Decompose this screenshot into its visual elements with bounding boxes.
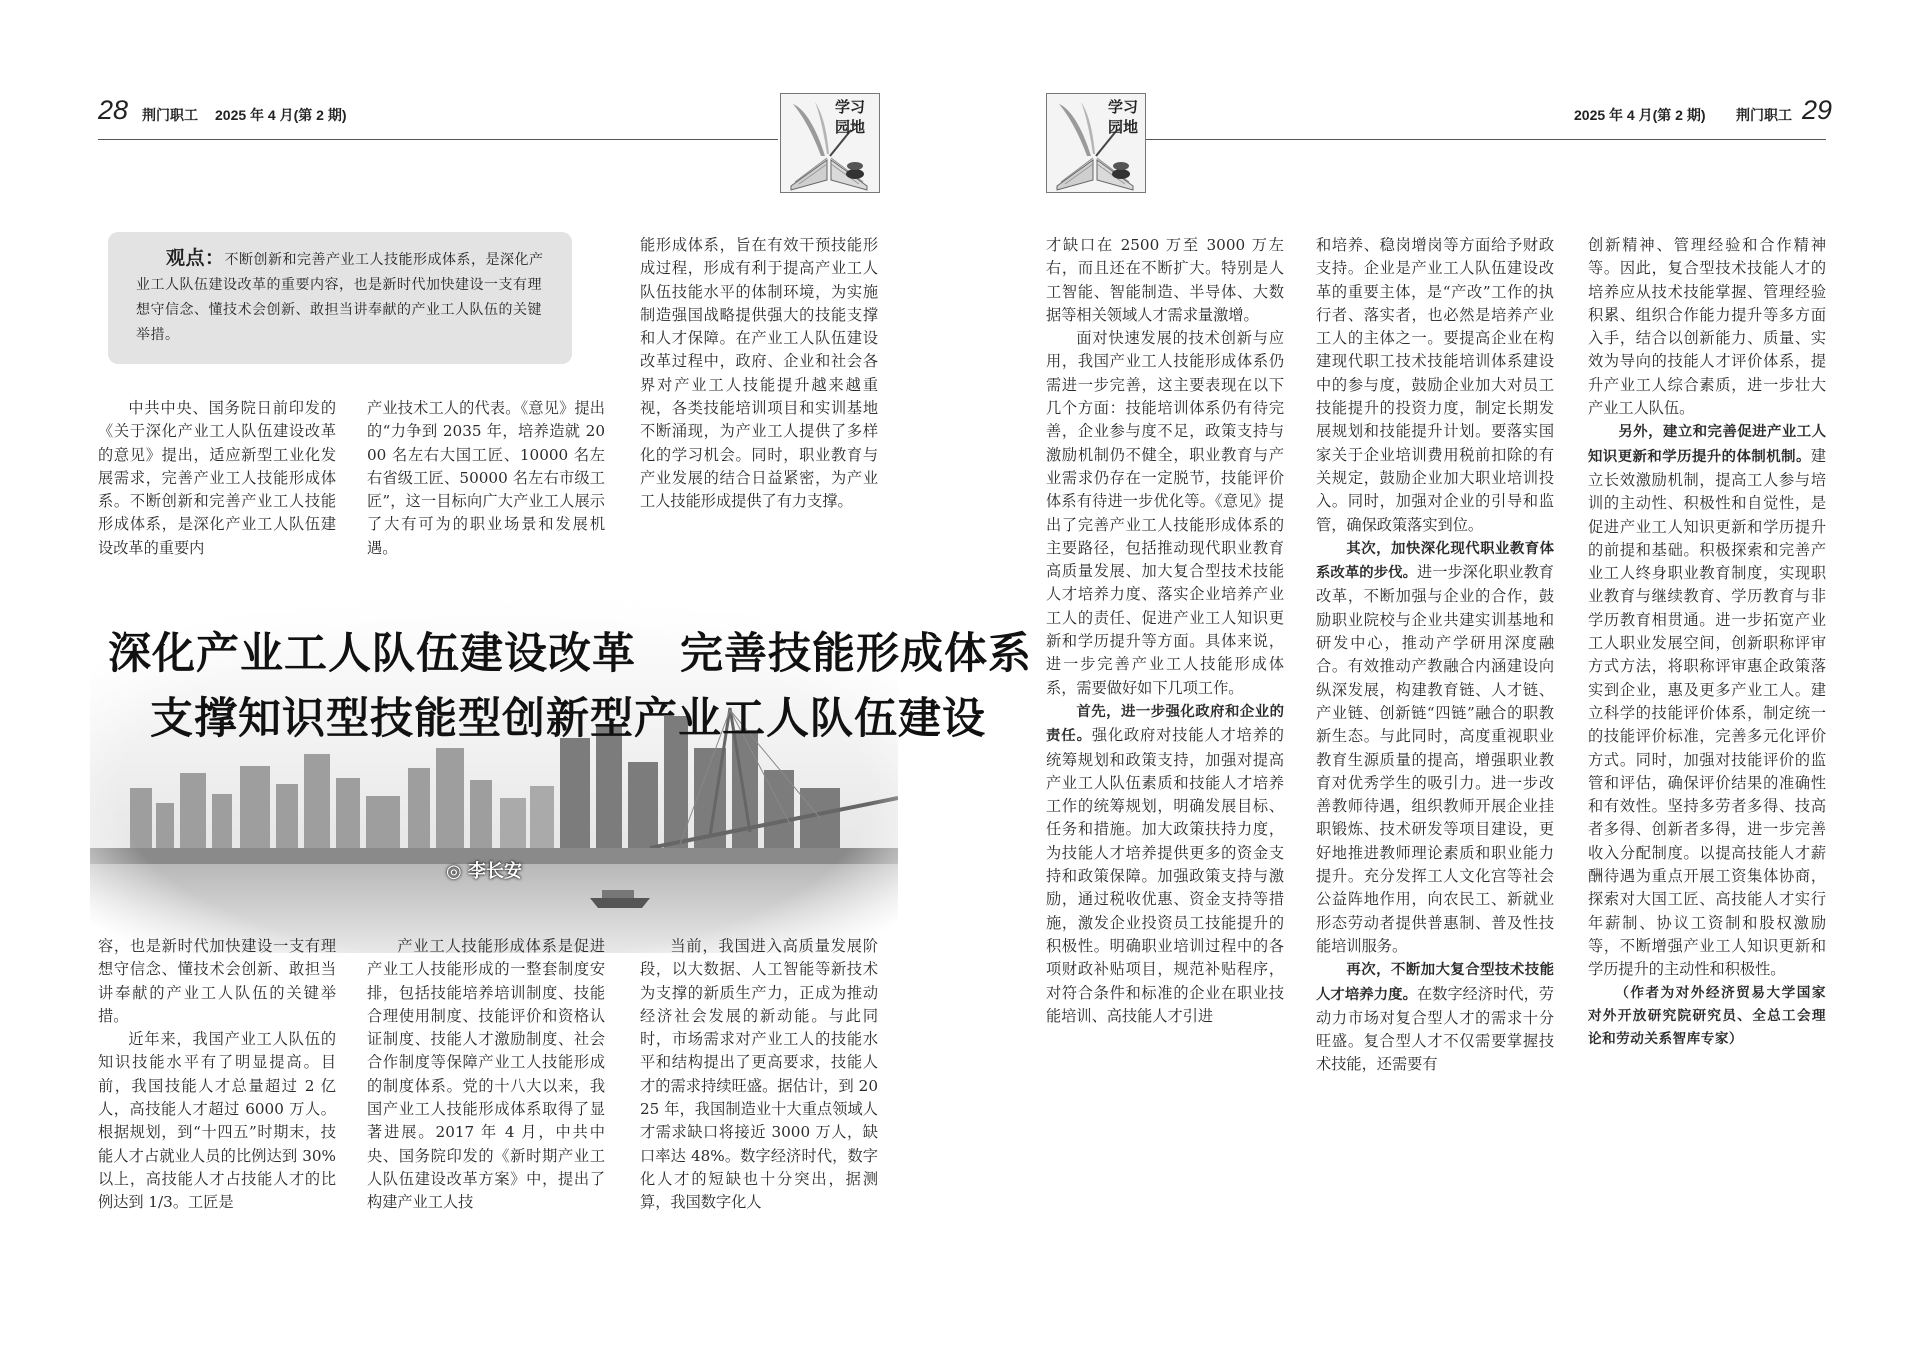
section-heading-fourth: 另外，建立和完善促进产业工人知识更新和学历提升的体制机制。 xyxy=(1588,424,1826,465)
section-logo-label-line1-right: 学习 xyxy=(1108,99,1139,116)
section-logo-label-line2-right: 园地 xyxy=(1108,119,1139,136)
article-byline: ◎ 李长安 xyxy=(446,861,522,882)
section-logo-label-line1: 学习 xyxy=(835,99,866,116)
viewpoint-text: 不断创新和完善产业工人技能形成体系，是深化产业工人队伍建设改革的重要内容，也是新时代加快建设一支有理想守信念、懂技术会创新、敢担当讲奉献的产业工人队伍的关键举措。 xyxy=(136,252,544,343)
paragraph xyxy=(1046,700,1284,1028)
left-col2-top xyxy=(367,397,605,560)
section-heading-third: 再次，不断加大复合型技术技能人才培养力度。 xyxy=(1316,962,1554,1003)
paragraph: 产业工人技能形成体系是促进产业工人技能形成的一整套制度安排，包括技能培养培训制度、技能合理使用制度、技能评价和资格认证制度、技能人才激励制度、社会合作制度等保障产业工人技能形成的制度体系。党的十八大以来，我国产业工人技能形成体系取得了显著进展。2017 年 4 月，中共中央、国务院印发的《新时期产业工人队伍建设改革方案》中，提出了构建产业工人技 xyxy=(367,937,605,1212)
author-note: （作者为对外经济贸易大学国家对外开放研究院研究员、全总工会理论和劳动关系智库专家） xyxy=(1588,984,1826,1048)
right-publication-name: 荆门职工 xyxy=(1736,107,1792,123)
section-heading-first: 首先，进一步强化政府和企业的责任。 xyxy=(1046,703,1284,745)
left-issue-date: 2025 年 4 月(第 2 期) xyxy=(215,107,347,123)
paragraph: 和培养、稳岗增岗等方面给予财政支持。企业是产业工人队伍建设改革的重要主体，是“产改”工作的执行者、落实者，也必然是培养产业工人的主体之一。要提高企业在构建现代职工技术技能培训体系建设中的参与度，鼓励企业加大对员工技能提升的投资力度，制定长期发展规划和技能提升计划。要落实国家关于企业培训费用税前扣除的有关规定，鼓励企业加大职业培训投入。同时，加强对企业的引导和监管，确保政策落实到位。 xyxy=(1316,236,1554,534)
left-col1-top xyxy=(98,397,336,560)
paragraph xyxy=(1316,537,1554,958)
paragraph: 容，也是新时代加快建设一支有理想守信念、懂技术会创新、敢担当讲奉献的产业工人队伍的关键举措。 xyxy=(98,937,336,1025)
paragraph-text: 在数字经济时代，劳动力市场对复合型人才的需求十分旺盛。复合型人才不仅需要掌握技术技能，还需要有 xyxy=(1316,984,1554,1074)
paragraph: 面对快速发展的技术创新与应用，我国产业工人技能形成体系仍需进一步完善，这主要表现在以下几个方面：技能培训体系仍有待完善，企业参与度不足，政策支持与激励机制仍不健全，职业教育与产业需求仍存在一定脱节，技能评价体系有待进一步优化等。《意见》提出了完善产业工人技能形成体系的主要路径，包括推动现代职业教育高质量发展、加大复合型技术技能人才培养力度、落实企业培养产业工人的责任、促进产业工人知识更新和学历提升等方面。具体来说，进一步完善产业工人技能形成体系，需要做好如下几项工作。 xyxy=(1046,329,1284,697)
right-col2 xyxy=(1316,234,1554,1077)
paragraph xyxy=(1316,958,1554,1076)
viewpoint-text-block xyxy=(136,246,550,348)
left-col2-bottom xyxy=(367,935,605,1215)
right-header-rule xyxy=(1146,139,1826,140)
paragraph: 创新精神、管理经验和合作精神等。因此，复合型技术技能人才的培养应从技术技能掌握、管理经验积累、组织合作能力提升等多方面入手，结合以创新能力、质量、实效为导向的技能人才评价体系，提升产业工人综合素质，进一步壮大产业工人队伍。 xyxy=(1588,236,1826,418)
section-logo-label-line2: 园地 xyxy=(835,119,866,136)
paragraph: 产业技术工人的代表。《意见》提出的“力争到 2035 年，培养造就 2000 名左右大国工匠、10000 名左右省级工匠、50000 名左右市级工匠”，这一目标向广大产业工人展示了大有可为的职业场景和发展机遇。 xyxy=(367,399,605,557)
right-issue-date: 2025 年 4 月(第 2 期) xyxy=(1574,107,1706,123)
left-col3-bottom xyxy=(640,935,878,1215)
paragraph: 才缺口在 2500 万至 3000 万左右，而且还在不断扩大。特别是人工智能、智能制造、半导体、大数据等相关领域人才需求量激增。 xyxy=(1046,236,1284,324)
right-col1 xyxy=(1046,234,1284,1028)
paragraph: 当前，我国进入高质量发展阶段，以大数据、人工智能等新技术为支撑的新质生产力，正成为推动经济社会发展的新动能。与此同时，市场需求对产业工人的技能水平和结构提出了更高要求，技能人才的需求持续旺盛。据估计，到 2025 年，我国制造业十大重点领域人才需求缺口将接近 3000 万人，缺口率达 48%。数字经济时代，数字化人才的短缺也十分突出，据测算，我国数字化人 xyxy=(640,937,878,1212)
left-page-number: 28 xyxy=(98,95,129,125)
section-heading-second: 其次，加快深化现代职业教育体系改革的步伐。 xyxy=(1316,540,1554,582)
paragraph xyxy=(1588,420,1826,981)
right-col3 xyxy=(1588,234,1826,1051)
viewpoint-label: 观点： xyxy=(166,247,225,269)
viewpoint-box xyxy=(108,232,572,364)
paragraph: 能形成体系，旨在有效干预技能形成过程，形成有利于提高产业工人队伍技能水平的体制环境，为实施制造强国战略提供强大的技能支撑和人才保障。在产业工人队伍建设改革过程中，政府、企业和社会各界对产业工人技能提升越来越重视，各类技能培训项目和实训基地不断涌现，为产业工人提供了多样化的学习机会。同时，职业教育与产业发展的结合日益紧密，为产业工人技能形成提供了有力支撑。 xyxy=(640,236,878,511)
left-header-rule xyxy=(98,139,778,140)
paragraph: 近年来，我国产业工人队伍的知识技能水平有了明显提高。目前，我国技能人才总量超过 2 亿人，高技能人才超过 6000 万人。根据规划，到“十四五”时期末，技能人才占就业人员的比例达到 30%以上，高技能人才占技能人才的比例达到 1/3。工匠是 xyxy=(98,1030,336,1212)
article-title-line1: 深化产业工人队伍建设改革 完善技能形成体系 xyxy=(108,629,1032,679)
paragraph-text: 建立长效激励机制，提高工人参与培训的主动性、积极性和自觉性，是促进产业工人知识更新和学历提升的前提和基础。积极探索和完善产业工人终身职业教育制度，实现职业教育与继续教育、学历教育与非学历教育相贯通。进一步拓宽产业工人职业发展空间，创新职称评审方式方法，将职称评审惠企政策落实到企业，惠及更多产业工人。建立科学的技能评价体系，制定统一的技能评价标准，完善多元化评价方式。同时，加强对技能评价的监管和评估，确保评价结果的准确性和有效性。坚持多劳者多得、技高者多得、创新者多得，进一步完善收入分配制度。以提高技能人才薪酬待遇为重点开展工资集体协商，探索对大国工匠、高技能人才实行年薪制、协议工资制和股权激励等，不断增强产业工人知识更新和学历提升的主动性和积极性。 xyxy=(1588,446,1826,979)
paragraph-text: 进一步深化职业教育改革，不断加强与企业的合作，鼓励职业院校与企业共建实训基地和研发中心，推动产学研用深度融合。有效推动产教融合内涵建设向纵深发展，构建教育链、人才链、产业链、创新链“四链”融合的职教新生态。与此同时，高度重视职业教育生源质量的提高，增强职业教育对优秀学生的吸引力。进一步改善教师待遇，组织教师开展企业挂职锻炼、技术研发等项目建设，更好地推进教师理论素质和职业能力提升。充分发挥工人文化宫等社会公益阵地作用，向农民工、新就业形态劳动者提供普惠制、普及性技能培训服务。 xyxy=(1316,563,1554,955)
left-col3-top xyxy=(640,234,878,514)
left-publication-name: 荆门职工 xyxy=(142,107,198,123)
right-page-number: 29 xyxy=(1802,95,1833,125)
left-col1-bottom xyxy=(98,935,336,1215)
article-title-line2: 支撑知识型技能型创新型产业工人队伍建设 xyxy=(150,694,986,744)
paragraph: 中共中央、国务院日前印发的《关于深化产业工人队伍建设改革的意见》提出，适应新型工业化发展需求，完善产业工人技能形成体系。不断创新和完善产业工人技能形成体系，是深化产业工人队伍建设改革的重要内 xyxy=(98,399,336,557)
paragraph-text: 强化政府对技能人才培养的统筹规划和政策支持，加强对提高产业工人队伍素质和技能人才培养工作的统筹规划，明确发展目标、任务和措施。加大政策扶持力度，为技能人才培养提供更多的资金支持和政策保障。加强政策支持与激励，通过税收优惠、资金支持等措施，激发企业投资员工技能提升的积极性。明确职业培训过程中的各项财政补贴项目，规范补贴程序，对符合条件和标准的企业在职业技能培训、高技能人才引进 xyxy=(1046,726,1284,1025)
